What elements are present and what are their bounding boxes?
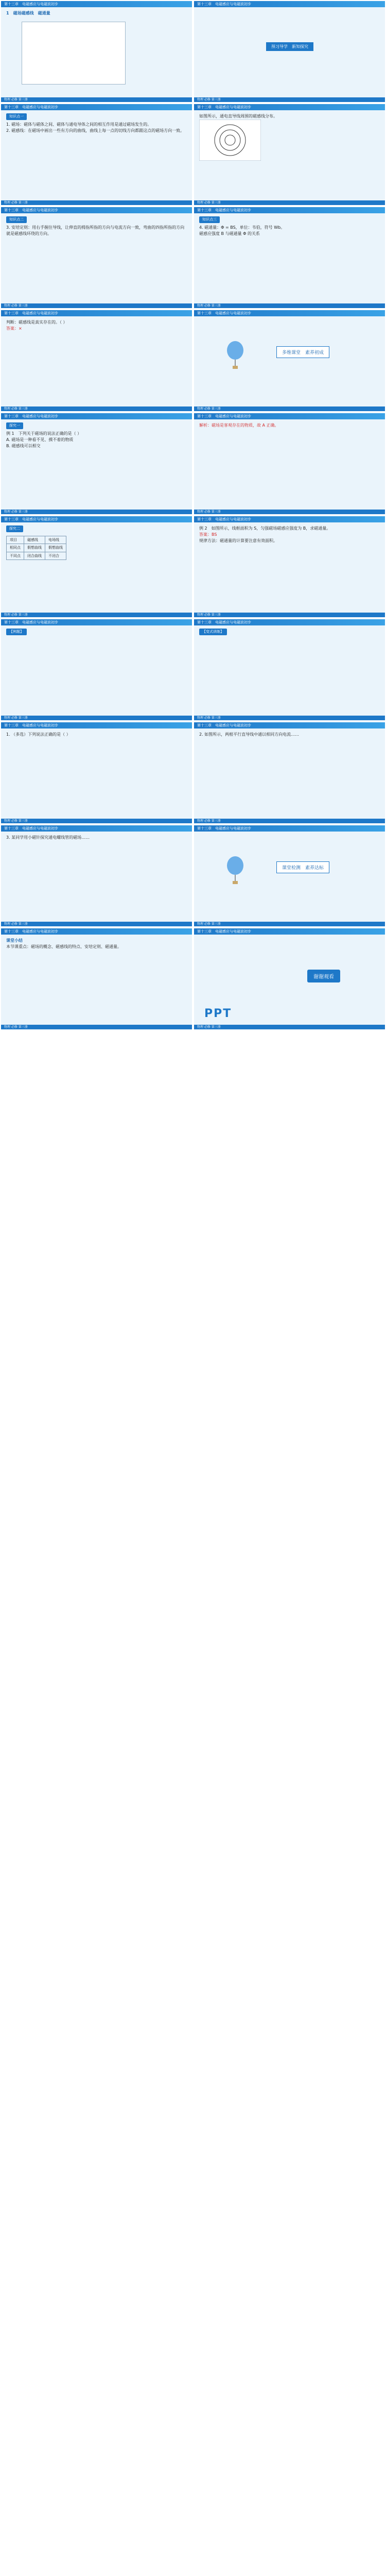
slide-footer: 物理 必修 第三册 <box>1 716 192 720</box>
section-tag: 知识点三 <box>199 216 220 223</box>
section-banner: 多维课堂 素养初成 <box>276 346 329 358</box>
slide-body <box>194 728 385 741</box>
analysis-line: 解析：磁场是客观存在的物质，故 A 正确。 <box>199 423 279 428</box>
slide-body <box>1 625 192 640</box>
slide-footer: 物理 必修 第三册 <box>1 922 192 926</box>
answer-line: 答案：BS <box>199 532 217 537</box>
text-line: 3. 某同学用小磁针探究通电螺线管的磁场…… <box>6 835 90 840</box>
slide[interactable] <box>0 103 193 206</box>
table-header: 电场线 <box>45 536 66 544</box>
field-diagram <box>199 120 261 161</box>
slide-header: 第十三章 电磁感应与电磁波初步 <box>1 825 192 832</box>
slide[interactable] <box>193 515 386 618</box>
slide[interactable] <box>0 618 193 721</box>
slide-footer: 物理 必修 第三册 <box>1 510 192 514</box>
table-header: 项目 <box>7 536 24 544</box>
section-banner: 课堂检测 素养达标 <box>276 861 329 873</box>
slide[interactable] <box>0 927 193 1030</box>
slide-footer: 物理 必修 第三册 <box>1 303 192 308</box>
compare-table <box>6 536 66 561</box>
section-tag: 【例题】 <box>6 629 27 635</box>
slide-header: 第十三章 电磁感应与电磁波初步 <box>194 413 385 419</box>
lesson-title: 1 磁场磁感线 磁通量 <box>6 11 50 15</box>
slide-body <box>1 832 192 844</box>
slide-footer: 物理 必修 第三册 <box>1 1025 192 1029</box>
slide-header: 第十三章 电磁感应与电磁波初步 <box>194 825 385 832</box>
text-line: 4. 磁通量：Φ = BS，单位：韦伯，符号 Wb。 <box>199 225 285 230</box>
slide-footer: 物理 必修 第三册 <box>1 97 192 102</box>
section-tag: 知识点二 <box>6 216 27 223</box>
slide-footer: 物理 必修 第三册 <box>1 613 192 617</box>
slide[interactable] <box>0 824 193 927</box>
text-line: 规律方法：磁通量的计算要注意有效面积。 <box>199 538 277 543</box>
slide-header: 第十三章 电磁感应与电磁波初步 <box>194 722 385 728</box>
slide[interactable] <box>193 206 386 309</box>
slide[interactable] <box>193 618 386 721</box>
summary-title: 课堂小结 <box>6 938 23 943</box>
table-cell: 不同点 <box>7 552 24 560</box>
mind-map <box>22 22 126 84</box>
slide[interactable] <box>0 515 193 618</box>
balloon-icon <box>225 341 245 369</box>
slide[interactable] <box>193 927 386 1030</box>
slide[interactable] <box>0 0 193 103</box>
slide-header: 第十三章 电磁感应与电磁波初步 <box>1 928 192 935</box>
slide-footer: 物理 必修 第三册 <box>194 819 385 823</box>
text-line: 例 2 如图所示，线框面积为 S，匀强磁场磁感应强度为 B，求磁通量。 <box>199 526 331 531</box>
slide-body <box>1 522 192 563</box>
slide-body <box>1 110 192 137</box>
slide[interactable] <box>193 721 386 824</box>
slide-header: 第十三章 电磁感应与电磁波初步 <box>1 104 192 110</box>
slide-footer: 物理 必修 第三册 <box>1 819 192 823</box>
table-cell: 相同点 <box>7 544 24 552</box>
slide-body <box>194 522 385 547</box>
balloon-icon <box>225 856 245 884</box>
section-tag: 探究一 <box>6 422 23 429</box>
slide-footer: 物理 必修 第三册 <box>194 303 385 308</box>
slide-body <box>194 625 385 640</box>
slide-footer: 物理 必修 第三册 <box>194 200 385 205</box>
slide-footer: 物理 必修 第三册 <box>1 406 192 411</box>
slide-body <box>194 419 385 432</box>
slide[interactable] <box>193 412 386 515</box>
text-line: 如图所示，通电直导线周围的磁感线分布。 <box>199 114 277 118</box>
text-line: 1. 磁场：磁体与磁体之间、磁体与通电导体之间的相互作用是通过磁场发生的。 <box>6 122 152 127</box>
table-cell: 不闭合 <box>45 552 66 560</box>
slide-body <box>1 935 192 953</box>
slide[interactable] <box>193 309 386 412</box>
slide-footer: 物理 必修 第三册 <box>194 97 385 102</box>
slide-header: 第十三章 电磁感应与电磁波初步 <box>194 619 385 625</box>
text-line: 例 1 下列关于磁场的说法正确的是（ ） <box>6 431 82 436</box>
slide-body <box>1 7 192 20</box>
slide-footer: 物理 必修 第三册 <box>194 1025 385 1029</box>
slide[interactable] <box>193 824 386 927</box>
section-tag: 探究二 <box>6 526 23 532</box>
table-cell: 假想曲线 <box>24 544 45 552</box>
slide-header: 第十三章 电磁感应与电磁波初步 <box>1 722 192 728</box>
brand-text: PPT <box>204 1007 232 1020</box>
text-line: 判断：磁感线是真实存在的。（ ） <box>6 320 67 325</box>
text-line: 3. 安培定则：用右手握住导线，让伸直的拇指所指的方向与电流方向一致，弯曲的四指所指的方向就是磁感线环绕的方向。 <box>6 225 185 236</box>
slide-header: 第十三章 电磁感应与电磁波初步 <box>194 104 385 110</box>
slide-body <box>1 316 192 335</box>
table-cell: 假想曲线 <box>45 544 66 552</box>
slide-header: 第十三章 电磁感应与电磁波初步 <box>194 310 385 316</box>
slide[interactable] <box>193 0 386 103</box>
slide-body <box>1 213 192 240</box>
slide-header: 第十三章 电磁感应与电磁波初步 <box>194 1 385 7</box>
slide-header: 第十三章 电磁感应与电磁波初步 <box>194 207 385 213</box>
slide-footer: 物理 必修 第三册 <box>194 510 385 514</box>
slide-header: 第十三章 电磁感应与电磁波初步 <box>194 516 385 522</box>
slide-body <box>194 213 385 240</box>
text-line: 本节课重点：磁场的概念、磁感线的特点、安培定则、磁通量。 <box>6 944 121 949</box>
text-line: 2. 磁感线：在磁场中画出一些有方向的曲线，曲线上每一点的切线方向都跟这点的磁场方向一致。 <box>6 128 185 133</box>
slide-header: 第十三章 电磁感应与电磁波初步 <box>1 413 192 419</box>
text-line: 磁感应强度 B 与磁通量 Φ 的关系 <box>199 231 260 236</box>
table-cell: 闭合曲线 <box>24 552 45 560</box>
slide[interactable] <box>0 412 193 515</box>
text-line: 2. 如图所示，两根平行直导线中通以相同方向电流…… <box>199 732 300 737</box>
thanks-title: 谢谢观看 <box>307 970 340 982</box>
slide-footer: 物理 必修 第三册 <box>194 406 385 411</box>
slide-header: 第十三章 电磁感应与电磁波初步 <box>1 1 192 7</box>
slide[interactable] <box>0 721 193 824</box>
slide-footer: 物理 必修 第三册 <box>194 716 385 720</box>
slide-footer: 物理 必修 第三册 <box>194 922 385 926</box>
answer-line: 答案：× <box>6 326 22 331</box>
text-line: A. 磁场是一种看不见、摸不着的物质 <box>6 437 74 442</box>
slide-footer: 物理 必修 第三册 <box>194 613 385 617</box>
slide-header: 第十三章 电磁感应与电磁波初步 <box>1 207 192 213</box>
section-tag: 【变式训练】 <box>199 629 227 635</box>
slide-footer: 物理 必修 第三册 <box>1 200 192 205</box>
slide-body <box>1 728 192 741</box>
slide[interactable] <box>0 309 193 412</box>
text-line: B. 磁感线可以相交 <box>6 443 41 448</box>
slide-header: 第十三章 电磁感应与电磁波初步 <box>1 310 192 316</box>
table-header: 磁感线 <box>24 536 45 544</box>
slide-body <box>1 419 192 452</box>
slide[interactable] <box>193 103 386 206</box>
slide-header: 第十三章 电磁感应与电磁波初步 <box>1 619 192 625</box>
slide[interactable] <box>0 206 193 309</box>
slide-header: 第十三章 电磁感应与电磁波初步 <box>1 516 192 522</box>
section-tag: 知识点一 <box>6 113 27 120</box>
section-ribbon: 预习导学 新知探究 <box>266 42 313 51</box>
slide-body <box>194 110 385 166</box>
slide-header: 第十三章 电磁感应与电磁波初步 <box>194 928 385 935</box>
text-line: 1. （多选）下列说法正确的是（ ） <box>6 732 71 737</box>
